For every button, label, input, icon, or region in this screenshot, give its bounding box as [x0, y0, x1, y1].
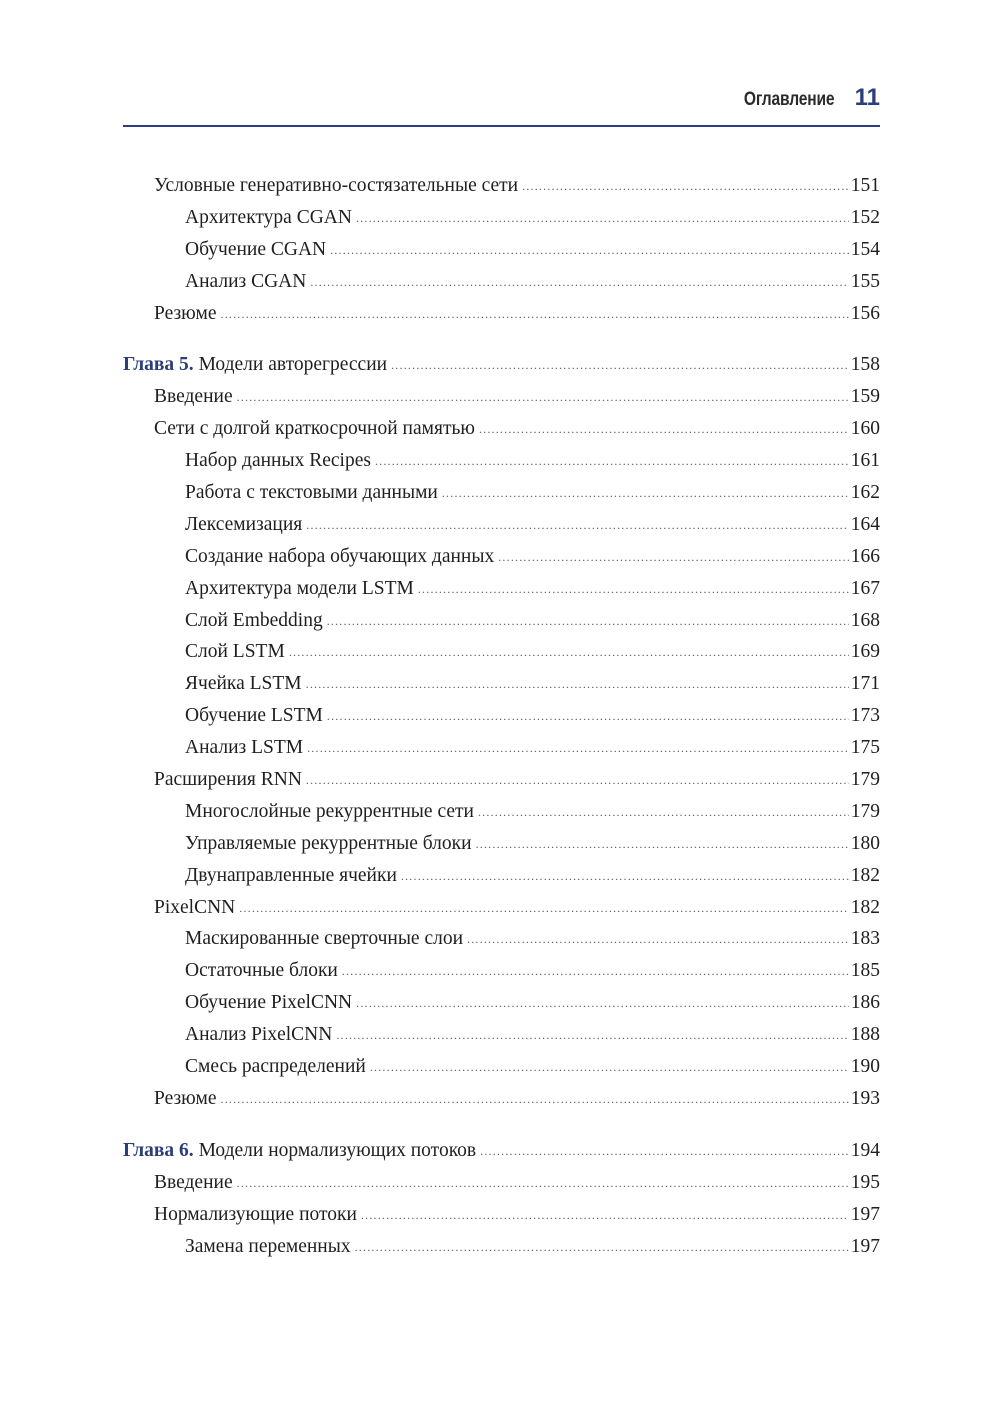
dot-leader	[370, 1052, 849, 1084]
toc-entry-title	[185, 1051, 366, 1083]
toc-entry-text: Нормализующие потоки	[154, 1203, 357, 1225]
toc-page-number: 173	[850, 705, 880, 727]
toc-page-number: 168	[850, 609, 880, 631]
dot-leader	[479, 414, 849, 446]
toc-entry-text: Слой LSTM	[185, 641, 285, 663]
toc-page-number: 183	[850, 928, 880, 950]
toc-page-number: 160	[850, 418, 880, 440]
toc-entry-title	[185, 605, 323, 637]
toc-page-number: 159	[850, 386, 880, 408]
toc-entry-title	[154, 892, 235, 924]
dot-leader	[239, 893, 848, 925]
toc-page-number: 161	[850, 450, 880, 472]
dot-leader	[480, 1136, 849, 1168]
dot-leader	[467, 924, 849, 956]
toc-page-number: 193	[850, 1087, 880, 1109]
toc-entry-title	[185, 923, 463, 955]
toc-entry-text: Введение	[154, 1171, 233, 1193]
toc-entry-title	[185, 477, 438, 509]
toc-entry[interactable]	[123, 892, 880, 924]
toc-page-number: 197	[850, 1235, 880, 1257]
toc-entry[interactable]	[123, 1199, 880, 1231]
toc-entry-title	[185, 445, 371, 477]
toc-entry[interactable]	[123, 266, 880, 298]
toc-entry-title	[154, 1199, 357, 1231]
toc-page-number: 197	[850, 1203, 880, 1225]
dot-leader	[289, 637, 849, 669]
dot-leader	[327, 701, 849, 733]
toc-entry-text: Условные генеративно-состязательные сети	[154, 175, 519, 196]
toc-entry-text: Обучение CGAN	[185, 238, 327, 260]
toc-entry[interactable]	[123, 923, 880, 955]
dot-leader	[498, 542, 849, 574]
toc-entry[interactable]	[123, 477, 880, 509]
dot-leader	[237, 382, 849, 414]
toc-entry[interactable]	[123, 828, 880, 860]
dot-leader	[306, 510, 848, 542]
dot-leader	[307, 733, 849, 765]
toc-entry-text: Введение	[154, 386, 233, 408]
toc-chapter-entry[interactable]	[123, 349, 880, 381]
toc-page-number: 190	[850, 1056, 880, 1078]
toc-entry[interactable]	[123, 413, 880, 445]
toc-page-number: 154	[850, 238, 880, 260]
toc-entry[interactable]	[123, 700, 880, 732]
toc-entry-title	[185, 860, 397, 892]
toc-entry-text: Замена переменных	[185, 1235, 351, 1257]
toc-entry-text: Набор данных Recipes	[185, 450, 371, 472]
toc-entry[interactable]	[123, 573, 880, 605]
toc-page-number: 155	[850, 270, 880, 292]
dot-leader	[221, 1084, 849, 1116]
toc-entry-text: Анализ PixelCNN	[185, 1024, 333, 1046]
dot-leader	[361, 1200, 849, 1232]
toc-entry-text: Анализ LSTM	[185, 737, 304, 759]
toc-entry-text: Создание набора обучающих данных	[185, 545, 495, 567]
toc-entry-title	[185, 828, 472, 860]
dot-leader	[306, 669, 849, 701]
toc-entry[interactable]	[123, 298, 880, 330]
toc-entry-text: Анализ CGAN	[185, 270, 307, 292]
toc-entry-title	[185, 955, 338, 987]
toc-page-number: 164	[850, 513, 880, 535]
dot-leader	[355, 1232, 849, 1264]
toc-entry-title	[185, 732, 303, 764]
toc-page-number: 167	[850, 577, 880, 599]
toc-entry-title	[154, 764, 302, 796]
toc-page-number: 158	[850, 354, 880, 376]
toc-entry-title	[185, 796, 474, 828]
toc-entry-title	[154, 1167, 233, 1199]
chapter-label: Глава 6.	[123, 1139, 194, 1161]
toc-entry-text: Расширения RNN	[154, 769, 302, 791]
toc-page-number: 185	[850, 960, 880, 982]
toc-entry-title	[185, 266, 306, 298]
toc-entry-text: Обучение PixelCNN	[185, 992, 353, 1014]
toc-entry-text: Смесь распределений	[185, 1056, 366, 1078]
toc-page-number: 166	[850, 545, 880, 567]
toc-page-number: 151	[850, 175, 880, 196]
toc-entry[interactable]	[123, 860, 880, 892]
toc-entry[interactable]	[123, 796, 880, 828]
toc-page-number: 171	[850, 673, 880, 695]
toc-page-number: 195	[850, 1171, 880, 1193]
toc-entry-text: Лексемизация	[185, 513, 303, 535]
toc-entry[interactable]	[123, 234, 880, 266]
toc-entry-title	[185, 668, 302, 700]
dot-leader	[356, 988, 849, 1020]
toc-entry[interactable]	[123, 202, 880, 234]
toc-entry-text: Работа с текстовыми данными	[185, 482, 438, 504]
toc-entry-title	[185, 636, 285, 668]
dot-leader	[336, 1020, 848, 1052]
toc-entry-title	[154, 298, 217, 330]
toc-entry-title	[123, 349, 387, 381]
toc-entry-text: Многослойные рекуррентные сети	[185, 800, 474, 822]
toc-page-number: 169	[850, 641, 880, 663]
toc-entry[interactable]	[123, 1083, 880, 1115]
toc-page-number: 175	[850, 737, 880, 759]
toc-entry[interactable]	[123, 170, 880, 202]
toc-page-number: 182	[850, 864, 880, 886]
dot-leader	[418, 574, 849, 606]
dot-leader	[476, 829, 849, 861]
toc-page-number: 156	[850, 302, 880, 324]
toc-entry[interactable]	[123, 509, 880, 541]
toc-entry-title	[185, 541, 494, 573]
toc-entry[interactable]	[123, 1167, 880, 1199]
toc-page-number: 152	[850, 206, 880, 228]
chapter-label: Глава 5.	[123, 354, 194, 376]
toc-entry[interactable]	[123, 541, 880, 573]
dot-leader	[522, 171, 849, 203]
dot-leader	[237, 1168, 849, 1200]
toc-entry-text: Остаточные блоки	[185, 960, 338, 982]
toc-entry-text: Резюме	[154, 1087, 217, 1109]
toc-entry[interactable]	[123, 605, 880, 637]
dot-leader	[310, 267, 848, 299]
toc-entry[interactable]	[123, 1231, 880, 1263]
dot-leader	[391, 350, 849, 382]
dot-leader	[375, 446, 849, 478]
toc-entry-text: Резюме	[154, 302, 217, 324]
toc-entry-title	[185, 1019, 332, 1051]
toc-entry-text: Слой Embedding	[185, 609, 323, 631]
toc-entry-title	[154, 413, 475, 445]
toc-entry-text: Модели нормализующих потоков	[198, 1139, 477, 1161]
toc-page-number: 188	[850, 1024, 880, 1046]
toc-entry-title	[185, 700, 323, 732]
toc-entry-text: Обучение LSTM	[185, 705, 323, 727]
dot-leader	[356, 203, 849, 235]
dot-leader	[221, 299, 849, 331]
toc-entry-text: Архитектура модели LSTM	[185, 577, 414, 599]
toc-entry-text: Сети с долгой краткосрочной памятью	[154, 418, 475, 440]
toc-entry-title	[123, 1135, 476, 1167]
toc-entry-title	[185, 573, 414, 605]
toc-entry[interactable]	[123, 1051, 880, 1083]
dot-leader	[306, 765, 849, 797]
toc-entry-title	[185, 987, 352, 1019]
toc-entry-title	[185, 1231, 351, 1263]
dot-leader	[401, 861, 849, 893]
toc-page-number: 182	[850, 896, 880, 918]
toc-entry-title	[185, 234, 326, 266]
toc-entry[interactable]	[123, 987, 880, 1019]
toc-entry-title	[185, 509, 302, 541]
dot-leader	[478, 797, 849, 829]
toc-page-number: 186	[850, 992, 880, 1014]
running-head-page-number: 11	[854, 84, 880, 111]
dot-leader	[342, 956, 849, 988]
toc-entry[interactable]	[123, 1019, 880, 1051]
toc-page-number: 194	[850, 1139, 880, 1161]
toc-entry-text: Модели авторегрессии	[198, 354, 388, 376]
toc-entry-title	[154, 381, 233, 413]
toc-entry-text: Архитектура CGAN	[185, 206, 352, 228]
toc-page-number: 162	[850, 482, 880, 504]
toc-page-number: 179	[850, 769, 880, 791]
toc-entry[interactable]	[123, 764, 880, 796]
toc-entry[interactable]	[123, 732, 880, 764]
toc-entry-text: Маскированные сверточные слои	[185, 928, 464, 950]
running-head	[123, 86, 880, 126]
toc-entry-title	[185, 202, 352, 234]
toc-entry[interactable]	[123, 636, 880, 668]
table-of-contents	[123, 170, 880, 1262]
toc-entry-text: Ячейка LSTM	[185, 673, 302, 695]
toc-entry[interactable]	[123, 955, 880, 987]
toc-entry-text: Двунаправленные ячейки	[185, 864, 397, 886]
toc-page-number: 180	[850, 832, 880, 854]
dot-leader	[442, 478, 849, 510]
toc-entry-title	[154, 1083, 217, 1115]
toc-entry[interactable]	[123, 668, 880, 700]
toc-entry[interactable]	[123, 381, 880, 413]
header-rule	[123, 125, 880, 127]
dot-leader	[327, 606, 849, 638]
toc-chapter-entry[interactable]	[123, 1135, 880, 1167]
toc-page-number: 179	[850, 800, 880, 822]
toc-entry[interactable]	[123, 445, 880, 477]
toc-entry-title	[154, 170, 518, 202]
dot-leader	[330, 235, 849, 267]
toc-entry-text: PixelCNN	[154, 896, 236, 918]
toc-entry-text: Управляемые рекуррентные блоки	[185, 832, 472, 854]
running-head-section-name: Оглавление	[744, 89, 835, 110]
